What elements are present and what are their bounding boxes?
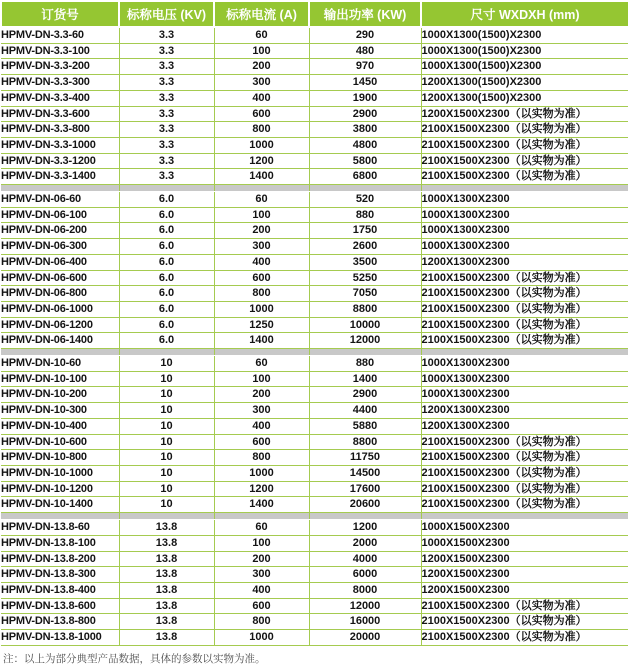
size-cell: 2100X1500X2300（以实物为准） <box>421 286 628 302</box>
order-no-cell: HPMV-DN-10-200 <box>1 387 119 403</box>
size-cell: 2100X1500X2300（以实物为准） <box>421 614 628 630</box>
voltage-cell: 13.8 <box>119 598 214 614</box>
order-no-cell: HPMV-DN-3.3-200 <box>1 59 119 75</box>
size-cell: 2100X1500X2300（以实物为准） <box>421 333 628 349</box>
order-no-cell: HPMV-DN-3.3-100 <box>1 43 119 59</box>
current-cell: 800 <box>214 286 309 302</box>
voltage-cell: 3.3 <box>119 75 214 91</box>
size-cell: 1200X1500X2300 <box>421 582 628 598</box>
voltage-cell: 13.8 <box>119 551 214 567</box>
current-cell: 300 <box>214 75 309 91</box>
size-cell: 2100X1500X2300（以实物为准） <box>421 598 628 614</box>
voltage-cell: 10 <box>119 497 214 513</box>
table-row <box>1 270 628 286</box>
order-no-cell: HPMV-DN-10-300 <box>1 403 119 419</box>
power-cell: 8800 <box>309 434 421 450</box>
voltage-cell: 6.0 <box>119 239 214 255</box>
voltage-cell: 10 <box>119 371 214 387</box>
voltage-cell: 3.3 <box>119 43 214 59</box>
voltage-cell: 10 <box>119 418 214 434</box>
order-no-cell: HPMV-DN-10-60 <box>1 356 119 372</box>
current-cell: 400 <box>214 254 309 270</box>
footnote: 注：以上为部分典型产品数据，具体的参数以实物为准。 <box>3 652 266 665</box>
table-row <box>1 239 628 255</box>
table-row <box>1 286 628 302</box>
table-row <box>1 434 628 450</box>
voltage-cell: 10 <box>119 403 214 419</box>
order-no-cell: HPMV-DN-06-1400 <box>1 333 119 349</box>
column-header-size: 尺寸 WXDXH (mm) <box>421 1 628 27</box>
separator-cell <box>1 513 119 520</box>
table-row <box>1 387 628 403</box>
power-cell: 11750 <box>309 450 421 466</box>
table-row <box>1 481 628 497</box>
table-row <box>1 614 628 630</box>
header-row <box>1 1 628 27</box>
table-row <box>1 465 628 481</box>
current-cell: 400 <box>214 582 309 598</box>
power-cell: 4400 <box>309 403 421 419</box>
current-cell: 60 <box>214 520 309 536</box>
voltage-cell: 3.3 <box>119 59 214 75</box>
order-no-cell: HPMV-DN-3.3-60 <box>1 27 119 43</box>
current-cell: 1400 <box>214 333 309 349</box>
order-no-cell: HPMV-DN-10-1000 <box>1 465 119 481</box>
size-cell: 1000X1300(1500)X2300 <box>421 43 628 59</box>
voltage-cell: 3.3 <box>119 106 214 122</box>
power-cell: 14500 <box>309 465 421 481</box>
voltage-cell: 3.3 <box>119 169 214 185</box>
order-no-cell: HPMV-DN-3.3-400 <box>1 90 119 106</box>
column-header-voltage: 标称电压 (KV) <box>119 1 214 27</box>
voltage-cell: 3.3 <box>119 90 214 106</box>
size-cell: 2100X1500X2300（以实物为准） <box>421 169 628 185</box>
current-cell: 100 <box>214 207 309 223</box>
power-cell: 17600 <box>309 481 421 497</box>
table-row <box>1 192 628 208</box>
order-no-cell: HPMV-DN-3.3-800 <box>1 122 119 138</box>
separator-cell <box>421 185 628 192</box>
table-row <box>1 497 628 513</box>
table-row <box>1 630 628 646</box>
current-cell: 600 <box>214 106 309 122</box>
size-cell: 1200X1300(1500)X2300 <box>421 90 628 106</box>
power-cell: 4800 <box>309 137 421 153</box>
size-cell: 1000X1500X2300 <box>421 535 628 551</box>
order-no-cell: HPMV-DN-06-300 <box>1 239 119 255</box>
voltage-cell: 6.0 <box>119 207 214 223</box>
power-cell: 5250 <box>309 270 421 286</box>
current-cell: 60 <box>214 27 309 43</box>
voltage-cell: 6.0 <box>119 286 214 302</box>
table-row <box>1 153 628 169</box>
power-cell: 5880 <box>309 418 421 434</box>
voltage-cell: 13.8 <box>119 520 214 536</box>
power-cell: 2900 <box>309 106 421 122</box>
separator-cell <box>119 185 214 192</box>
separator-cell <box>119 513 214 520</box>
current-cell: 1000 <box>214 301 309 317</box>
table-header <box>1 1 628 27</box>
table-row <box>1 90 628 106</box>
voltage-cell: 13.8 <box>119 535 214 551</box>
current-cell: 1000 <box>214 465 309 481</box>
power-cell: 3800 <box>309 122 421 138</box>
current-cell: 400 <box>214 418 309 434</box>
power-cell: 480 <box>309 43 421 59</box>
table-row <box>1 598 628 614</box>
separator-cell <box>1 349 119 356</box>
power-cell: 2900 <box>309 387 421 403</box>
size-cell: 2100X1500X2300（以实物为准） <box>421 481 628 497</box>
power-cell: 12000 <box>309 598 421 614</box>
table-row <box>1 75 628 91</box>
voltage-cell: 10 <box>119 434 214 450</box>
order-no-cell: HPMV-DN-13.8-60 <box>1 520 119 536</box>
voltage-cell: 3.3 <box>119 137 214 153</box>
power-cell: 880 <box>309 207 421 223</box>
voltage-cell: 6.0 <box>119 270 214 286</box>
size-cell: 2100X1500X2300（以实物为准） <box>421 153 628 169</box>
size-cell: 1200X1300X2300 <box>421 254 628 270</box>
size-cell: 2100X1500X2300（以实物为准） <box>421 465 628 481</box>
order-no-cell: HPMV-DN-3.3-1000 <box>1 137 119 153</box>
table-row <box>1 43 628 59</box>
order-no-cell: HPMV-DN-10-100 <box>1 371 119 387</box>
table-body <box>1 27 628 645</box>
section-separator <box>1 349 628 356</box>
voltage-cell: 6.0 <box>119 301 214 317</box>
power-cell: 880 <box>309 356 421 372</box>
current-cell: 1250 <box>214 317 309 333</box>
separator-cell <box>421 349 628 356</box>
size-cell: 1000X1300X2300 <box>421 223 628 239</box>
current-cell: 600 <box>214 434 309 450</box>
current-cell: 1000 <box>214 630 309 646</box>
separator-cell <box>119 349 214 356</box>
order-no-cell: HPMV-DN-13.8-200 <box>1 551 119 567</box>
separator-cell <box>214 513 309 520</box>
table-row <box>1 551 628 567</box>
power-cell: 4000 <box>309 551 421 567</box>
order-no-cell: HPMV-DN-06-800 <box>1 286 119 302</box>
table-row <box>1 403 628 419</box>
order-no-cell: HPMV-DN-06-60 <box>1 192 119 208</box>
current-cell: 600 <box>214 598 309 614</box>
voltage-cell: 10 <box>119 481 214 497</box>
current-cell: 200 <box>214 387 309 403</box>
table-row <box>1 535 628 551</box>
table-row <box>1 27 628 43</box>
voltage-cell: 13.8 <box>119 630 214 646</box>
section-separator <box>1 513 628 520</box>
power-cell: 1200 <box>309 520 421 536</box>
current-cell: 800 <box>214 122 309 138</box>
separator-cell <box>214 185 309 192</box>
current-cell: 600 <box>214 270 309 286</box>
order-no-cell: HPMV-DN-13.8-600 <box>1 598 119 614</box>
order-no-cell: HPMV-DN-3.3-1200 <box>1 153 119 169</box>
separator-cell <box>1 185 119 192</box>
order-no-cell: HPMV-DN-13.8-800 <box>1 614 119 630</box>
order-no-cell: HPMV-DN-06-100 <box>1 207 119 223</box>
current-cell: 300 <box>214 403 309 419</box>
voltage-cell: 10 <box>119 387 214 403</box>
current-cell: 200 <box>214 59 309 75</box>
size-cell: 1000X1300X2300 <box>421 387 628 403</box>
power-cell: 1450 <box>309 75 421 91</box>
separator-cell <box>421 513 628 520</box>
power-cell: 6800 <box>309 169 421 185</box>
order-no-cell: HPMV-DN-10-1400 <box>1 497 119 513</box>
column-header-power: 输出功率 (KW) <box>309 1 421 27</box>
current-cell: 100 <box>214 535 309 551</box>
voltage-cell: 13.8 <box>119 582 214 598</box>
voltage-cell: 6.0 <box>119 192 214 208</box>
voltage-cell: 10 <box>119 465 214 481</box>
order-no-cell: HPMV-DN-10-1200 <box>1 481 119 497</box>
current-cell: 60 <box>214 356 309 372</box>
power-cell: 8000 <box>309 582 421 598</box>
current-cell: 1200 <box>214 481 309 497</box>
order-no-cell: HPMV-DN-10-600 <box>1 434 119 450</box>
power-cell: 7050 <box>309 286 421 302</box>
size-cell: 2100X1500X2300（以实物为准） <box>421 497 628 513</box>
size-cell: 2100X1500X2300（以实物为准） <box>421 317 628 333</box>
current-cell: 1000 <box>214 137 309 153</box>
size-cell: 2100X1500X2300（以实物为准） <box>421 301 628 317</box>
size-cell: 1000X1300(1500)X2300 <box>421 27 628 43</box>
section-separator <box>1 185 628 192</box>
voltage-cell: 6.0 <box>119 223 214 239</box>
column-header-current: 标称电流 (A) <box>214 1 309 27</box>
size-cell: 1000X1300(1500)X2300 <box>421 59 628 75</box>
table-row <box>1 254 628 270</box>
current-cell: 60 <box>214 192 309 208</box>
current-cell: 800 <box>214 614 309 630</box>
power-cell: 5800 <box>309 153 421 169</box>
table-row <box>1 137 628 153</box>
size-cell: 2100X1500X2300（以实物为准） <box>421 137 628 153</box>
power-cell: 20600 <box>309 497 421 513</box>
size-cell: 2100X1500X2300（以实物为准） <box>421 434 628 450</box>
table-row <box>1 520 628 536</box>
voltage-cell: 6.0 <box>119 317 214 333</box>
voltage-cell: 6.0 <box>119 333 214 349</box>
table-row <box>1 450 628 466</box>
table-row <box>1 317 628 333</box>
order-no-cell: HPMV-DN-10-800 <box>1 450 119 466</box>
order-no-cell: HPMV-DN-13.8-1000 <box>1 630 119 646</box>
size-cell: 1000X1300X2300 <box>421 371 628 387</box>
size-cell: 1000X1300X2300 <box>421 207 628 223</box>
order-no-cell: HPMV-DN-13.8-100 <box>1 535 119 551</box>
current-cell: 800 <box>214 450 309 466</box>
table-row <box>1 122 628 138</box>
current-cell: 100 <box>214 371 309 387</box>
size-cell: 1200X1500X2300 <box>421 551 628 567</box>
power-cell: 10000 <box>309 317 421 333</box>
order-no-cell: HPMV-DN-3.3-1400 <box>1 169 119 185</box>
table-row <box>1 301 628 317</box>
table-row <box>1 418 628 434</box>
separator-cell <box>309 513 421 520</box>
order-no-cell: HPMV-DN-13.8-400 <box>1 582 119 598</box>
power-cell: 290 <box>309 27 421 43</box>
order-no-cell: HPMV-DN-3.3-600 <box>1 106 119 122</box>
voltage-cell: 3.3 <box>119 122 214 138</box>
current-cell: 200 <box>214 223 309 239</box>
size-cell: 2100X1500X2300（以实物为准） <box>421 630 628 646</box>
size-cell: 2100X1500X2300（以实物为准） <box>421 450 628 466</box>
size-cell: 1200X1300(1500)X2300 <box>421 75 628 91</box>
order-no-cell: HPMV-DN-06-1000 <box>1 301 119 317</box>
power-cell: 1900 <box>309 90 421 106</box>
current-cell: 300 <box>214 567 309 583</box>
power-cell: 1400 <box>309 371 421 387</box>
table-row <box>1 59 628 75</box>
separator-cell <box>214 349 309 356</box>
voltage-cell: 6.0 <box>119 254 214 270</box>
table-row <box>1 582 628 598</box>
table-row <box>1 223 628 239</box>
power-cell: 520 <box>309 192 421 208</box>
power-cell: 6000 <box>309 567 421 583</box>
current-cell: 300 <box>214 239 309 255</box>
size-cell: 1200X1500X2300 <box>421 567 628 583</box>
order-no-cell: HPMV-DN-06-400 <box>1 254 119 270</box>
table-row <box>1 106 628 122</box>
table-row <box>1 333 628 349</box>
power-cell: 20000 <box>309 630 421 646</box>
size-cell: 1000X1500X2300 <box>421 520 628 536</box>
power-cell: 2600 <box>309 239 421 255</box>
size-cell: 1000X1300X2300 <box>421 356 628 372</box>
power-cell: 3500 <box>309 254 421 270</box>
size-cell: 1200X1300X2300 <box>421 418 628 434</box>
current-cell: 1200 <box>214 153 309 169</box>
current-cell: 100 <box>214 43 309 59</box>
voltage-cell: 3.3 <box>119 27 214 43</box>
voltage-cell: 3.3 <box>119 153 214 169</box>
power-cell: 8800 <box>309 301 421 317</box>
table-row <box>1 371 628 387</box>
table-row <box>1 169 628 185</box>
current-cell: 200 <box>214 551 309 567</box>
size-cell: 1200X1300X2300 <box>421 403 628 419</box>
current-cell: 1400 <box>214 169 309 185</box>
size-cell: 1200X1500X2300（以实物为准） <box>421 106 628 122</box>
size-cell: 1000X1300X2300 <box>421 192 628 208</box>
order-no-cell: HPMV-DN-3.3-300 <box>1 75 119 91</box>
power-cell: 2000 <box>309 535 421 551</box>
order-no-cell: HPMV-DN-13.8-300 <box>1 567 119 583</box>
power-cell: 12000 <box>309 333 421 349</box>
column-header-order-no: 订货号 <box>1 1 119 27</box>
voltage-cell: 10 <box>119 450 214 466</box>
size-cell: 1000X1300X2300 <box>421 239 628 255</box>
current-cell: 400 <box>214 90 309 106</box>
size-cell: 2100X1500X2300（以实物为准） <box>421 270 628 286</box>
table-row <box>1 207 628 223</box>
order-no-cell: HPMV-DN-06-1200 <box>1 317 119 333</box>
order-no-cell: HPMV-DN-10-400 <box>1 418 119 434</box>
separator-cell <box>309 349 421 356</box>
size-cell: 2100X1500X2300（以实物为准） <box>421 122 628 138</box>
voltage-cell: 10 <box>119 356 214 372</box>
power-cell: 16000 <box>309 614 421 630</box>
current-cell: 1400 <box>214 497 309 513</box>
separator-cell <box>309 185 421 192</box>
order-no-cell: HPMV-DN-06-200 <box>1 223 119 239</box>
table-row <box>1 567 628 583</box>
power-cell: 970 <box>309 59 421 75</box>
power-cell: 1750 <box>309 223 421 239</box>
table-row <box>1 356 628 372</box>
voltage-cell: 13.8 <box>119 567 214 583</box>
order-no-cell: HPMV-DN-06-600 <box>1 270 119 286</box>
voltage-cell: 13.8 <box>119 614 214 630</box>
